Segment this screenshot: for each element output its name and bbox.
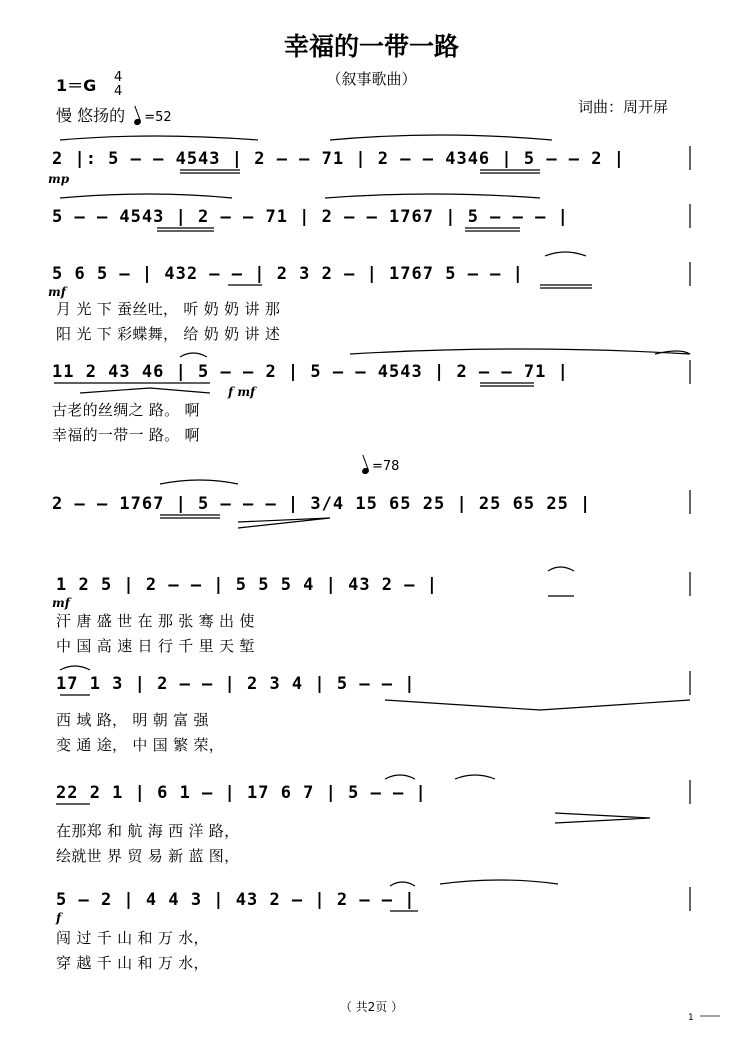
system-4-dynamic: f mf [228, 385, 256, 399]
system-3-notes: 5 6 5 – | 432 – – | 2 3 2 – | 1767 5 – – | [52, 264, 524, 284]
page-title: 幸福的一带一路 [283, 32, 459, 61]
system-3-dynamic: mf [48, 285, 66, 299]
system-9-dynamic: f [56, 911, 62, 925]
credits: 词曲：周开屏 [578, 98, 669, 116]
system-4-lyric-1: 古老的丝绸之 路。 啊 [52, 401, 200, 419]
system-3-lyric-1: 月 光 下 蚕丝吐， 听 奶 奶 讲 那 [56, 300, 281, 318]
page-count: （ 共2页 ） [339, 1000, 404, 1014]
system-7-notes: 17 1 3 | 2 – – | 2 3 4 | 5 – – | [56, 674, 416, 694]
system-8-lyric-2: 绘就世 界 贸 易 新 蓝 图， [56, 847, 240, 865]
tempo-text: 慢 悠扬的 [56, 106, 126, 125]
system-6-dynamic: mf [52, 596, 70, 610]
system-4-lyric-2: 幸福的一带一 路。 啊 [52, 426, 200, 444]
system-9-notes: 5 – 2 | 4 4 3 | 43 2 – | 2 – – | [56, 890, 416, 910]
tempo-value: =52 [144, 110, 172, 125]
system-2-notes: 5 – – 4543 | 2 – – 71 | 2 – – 1767 | 5 – – – | [52, 207, 569, 227]
system-6-lyric-1: 汗 唐 盛 世 在 那 张 骞 出 使 [56, 612, 255, 630]
system-1-dynamic: mp [48, 172, 70, 186]
system-8-lyric-1: 在那郑 和 航 海 西 洋 路， [56, 822, 240, 840]
meter-bottom: 4 [114, 84, 123, 99]
system-9-lyric-2: 穿 越 千 山 和 万 水， [56, 954, 209, 972]
system-9-lyric-1: 闯 过 千 山 和 万 水， [56, 929, 209, 947]
page-number: 1 [688, 1013, 694, 1023]
system-8-notes: 22 2 1 | 6 1 – | 17 6 7 | 5 – – | [56, 783, 427, 803]
system-7-lyric-2: 变 通 途， 中 国 繁 荣， [56, 736, 225, 754]
system-1-notes: 2 |: 5 – – 4543 | 2 – – 71 | 2 – – 4346 | 5 – – 2 | [52, 149, 625, 169]
key-signature: 1＝G [56, 76, 97, 95]
system-6-lyric-2: 中 国 高 速 日 行 千 里 天 堑 [56, 637, 255, 655]
system-5-notes: 2 – – 1767 | 5 – – – | 3/4 15 65 25 | 25 65 25 | [52, 494, 592, 514]
system-3-lyric-2: 阳 光 下 彩蝶舞， 给 奶 奶 讲 述 [56, 325, 281, 343]
meter-top: 4 [114, 70, 123, 85]
system-7-lyric-1: 西 域 路， 明 朝 富 强 [56, 711, 209, 729]
system-6-notes: 1 2 5 | 2 – – | 5 5 5 4 | 43 2 – | [56, 575, 438, 595]
subtitle: （叙事歌曲） [326, 70, 417, 88]
tempo-change-value: =78 [372, 459, 400, 474]
system-4-notes: 11 2 43 46 | 5 – – 2 | 5 – – 4543 | 2 – – 71 | [52, 362, 569, 382]
